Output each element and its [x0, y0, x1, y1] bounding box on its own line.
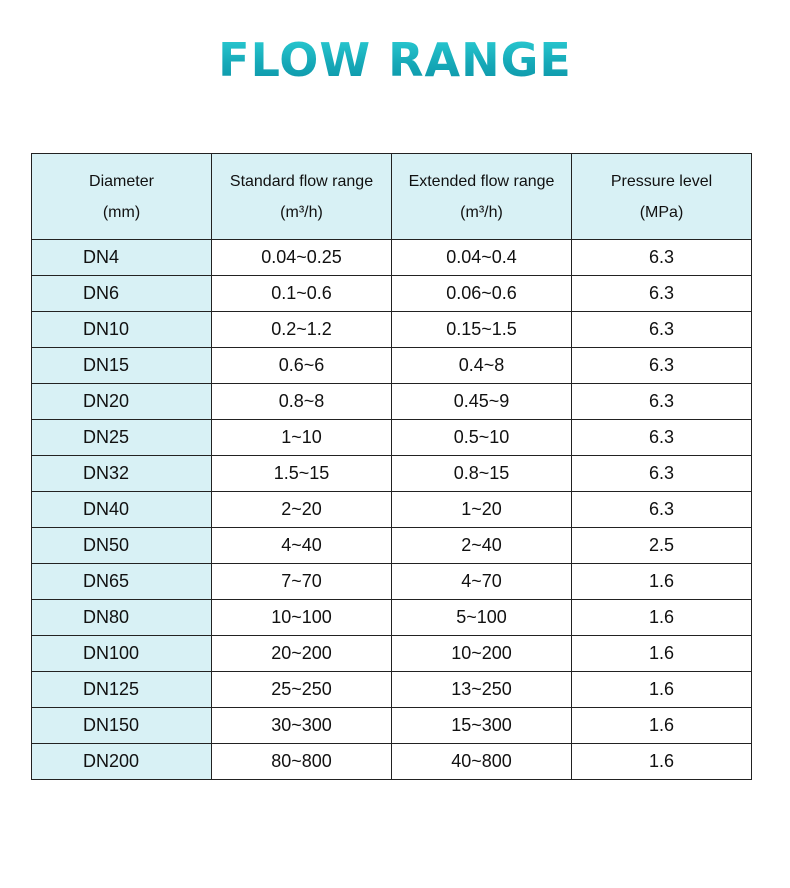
header-unit: (m³/h) — [460, 203, 503, 221]
table-row — [32, 276, 752, 312]
extended-flow-cell: 1~20 — [392, 492, 572, 528]
table-row — [32, 492, 752, 528]
header-standard-flow — [212, 154, 392, 240]
diameter-cell: DN40 — [32, 492, 212, 528]
diameter-cell: DN200 — [32, 744, 212, 780]
standard-flow-cell: 0.04~0.25 — [212, 240, 392, 276]
diameter-cell: DN15 — [32, 348, 212, 384]
standard-flow-cell: 30~300 — [212, 708, 392, 744]
pressure-cell: 1.6 — [572, 708, 752, 744]
table-row — [32, 240, 752, 276]
header-unit: (mm) — [102, 203, 141, 221]
extended-flow-cell: 0.45~9 — [392, 384, 572, 420]
table-header — [32, 154, 752, 240]
page-title: FLOW RANGE — [0, 30, 790, 90]
table-row — [32, 312, 752, 348]
pressure-cell: 1.6 — [572, 672, 752, 708]
extended-flow-cell: 2~40 — [392, 528, 572, 564]
pressure-cell: 6.3 — [572, 312, 752, 348]
table-row — [32, 672, 752, 708]
table-body — [32, 240, 752, 780]
standard-flow-cell: 1~10 — [212, 420, 392, 456]
standard-flow-cell: 20~200 — [212, 636, 392, 672]
header-unit: (m³/h) — [280, 203, 323, 221]
standard-flow-cell: 0.2~1.2 — [212, 312, 392, 348]
extended-flow-cell: 0.04~0.4 — [392, 240, 572, 276]
pressure-cell: 6.3 — [572, 276, 752, 312]
standard-flow-cell: 0.1~0.6 — [212, 276, 392, 312]
standard-flow-cell: 1.5~15 — [212, 456, 392, 492]
table-row — [32, 708, 752, 744]
header-label: Standard flow range — [229, 172, 374, 190]
extended-flow-cell: 0.15~1.5 — [392, 312, 572, 348]
extended-flow-cell: 0.5~10 — [392, 420, 572, 456]
standard-flow-cell: 10~100 — [212, 600, 392, 636]
extended-flow-cell: 5~100 — [392, 600, 572, 636]
table-row — [32, 384, 752, 420]
table-row — [32, 564, 752, 600]
pressure-cell: 1.6 — [572, 636, 752, 672]
table-row — [32, 600, 752, 636]
diameter-cell: DN50 — [32, 528, 212, 564]
diameter-cell: DN125 — [32, 672, 212, 708]
pressure-cell: 1.6 — [572, 600, 752, 636]
pressure-cell: 1.6 — [572, 564, 752, 600]
diameter-cell: DN80 — [32, 600, 212, 636]
header-diameter — [32, 154, 212, 240]
pressure-cell: 6.3 — [572, 240, 752, 276]
standard-flow-cell: 2~20 — [212, 492, 392, 528]
header-row — [32, 154, 752, 240]
diameter-cell: DN20 — [32, 384, 212, 420]
pressure-cell: 6.3 — [572, 492, 752, 528]
header-unit: (MPa) — [639, 203, 684, 221]
extended-flow-cell: 10~200 — [392, 636, 572, 672]
diameter-cell: DN10 — [32, 312, 212, 348]
diameter-cell: DN25 — [32, 420, 212, 456]
standard-flow-cell: 25~250 — [212, 672, 392, 708]
header-label: Pressure level — [610, 172, 713, 190]
table-row — [32, 456, 752, 492]
extended-flow-cell: 0.06~0.6 — [392, 276, 572, 312]
diameter-cell: DN4 — [32, 240, 212, 276]
table-row — [32, 744, 752, 780]
extended-flow-cell: 4~70 — [392, 564, 572, 600]
diameter-cell: DN100 — [32, 636, 212, 672]
standard-flow-cell: 0.6~6 — [212, 348, 392, 384]
extended-flow-cell: 13~250 — [392, 672, 572, 708]
header-label: Extended flow range — [408, 172, 555, 190]
pressure-cell: 6.3 — [572, 456, 752, 492]
table-row — [32, 348, 752, 384]
table-row — [32, 420, 752, 456]
diameter-cell: DN32 — [32, 456, 212, 492]
extended-flow-cell: 40~800 — [392, 744, 572, 780]
standard-flow-cell: 80~800 — [212, 744, 392, 780]
extended-flow-cell: 15~300 — [392, 708, 572, 744]
diameter-cell: DN150 — [32, 708, 212, 744]
extended-flow-cell: 0.8~15 — [392, 456, 572, 492]
pressure-cell: 2.5 — [572, 528, 752, 564]
diameter-cell: DN6 — [32, 276, 212, 312]
standard-flow-cell: 7~70 — [212, 564, 392, 600]
flow-range-table — [31, 153, 752, 780]
pressure-cell: 6.3 — [572, 384, 752, 420]
header-extended-flow — [392, 154, 572, 240]
diameter-cell: DN65 — [32, 564, 212, 600]
table-row — [32, 636, 752, 672]
standard-flow-cell: 0.8~8 — [212, 384, 392, 420]
extended-flow-cell: 0.4~8 — [392, 348, 572, 384]
standard-flow-cell: 4~40 — [212, 528, 392, 564]
pressure-cell: 1.6 — [572, 744, 752, 780]
header-label: Diameter — [89, 172, 154, 190]
table-row — [32, 528, 752, 564]
pressure-cell: 6.3 — [572, 348, 752, 384]
pressure-cell: 6.3 — [572, 420, 752, 456]
header-pressure-level — [572, 154, 752, 240]
